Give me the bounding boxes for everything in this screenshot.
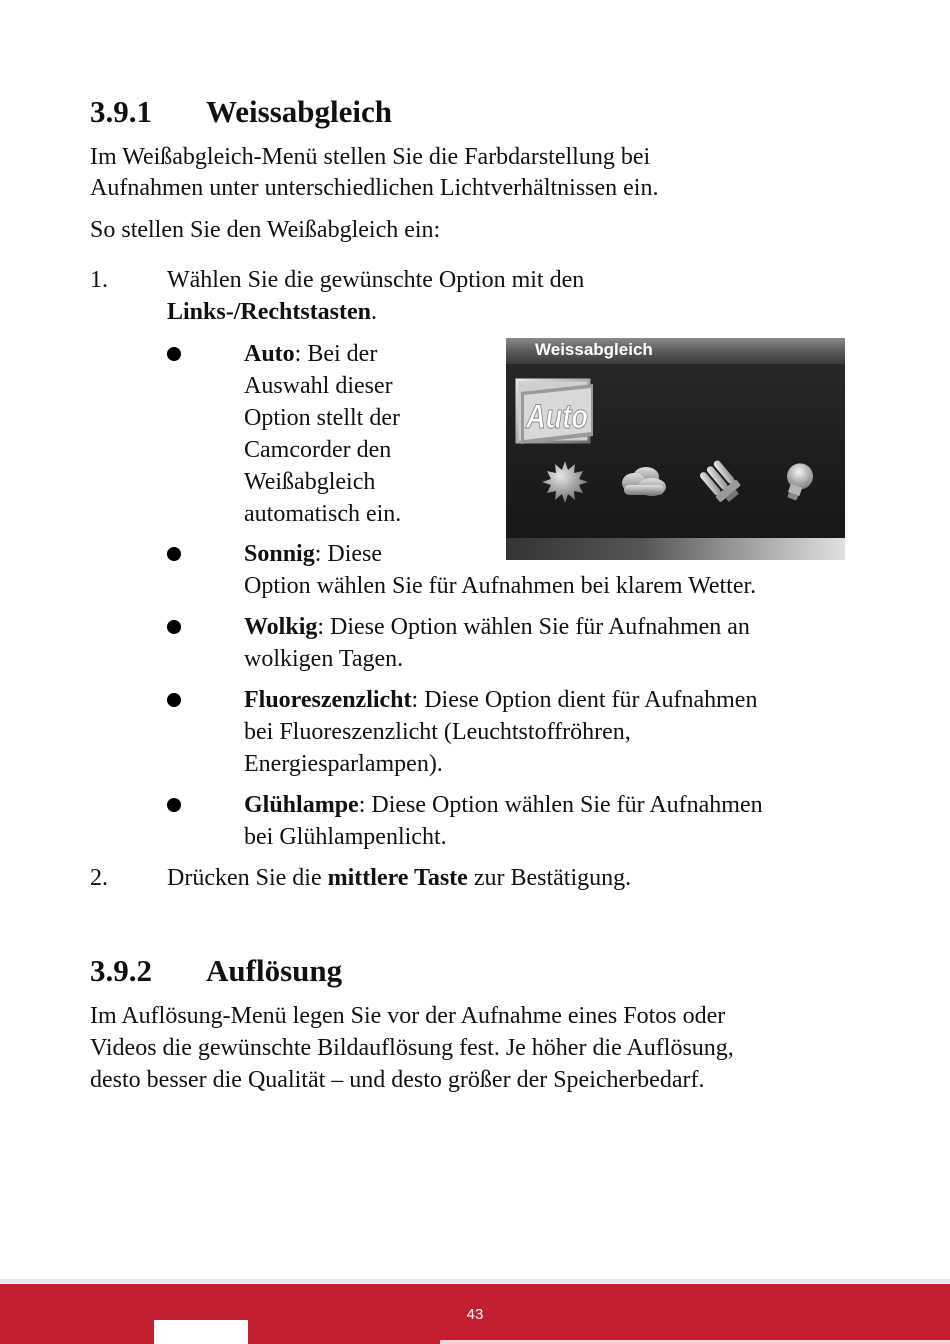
- bullet-line: bei Fluoreszenzlicht (Leuchtstoffröhren,: [244, 719, 631, 745]
- bullet-fluoreszenzlicht: [244, 684, 757, 780]
- bullet-line: bei Glühlampenlicht.: [244, 824, 447, 850]
- bullet-line: Energiesparlampen).: [244, 751, 443, 777]
- footer-bar: [0, 1284, 950, 1344]
- step-1-number: 1.: [90, 267, 108, 293]
- bullet-line: : Diese Option dient für Aufnahmen: [411, 687, 758, 713]
- screen-title-bar: [506, 338, 845, 364]
- bullet-dot: [167, 347, 181, 361]
- bullet-term: Wolkig: [244, 614, 318, 640]
- footer-divider: [0, 1279, 950, 1283]
- bullet-term: Fluoreszenzlicht: [244, 687, 412, 713]
- step-1-end: .: [371, 299, 378, 325]
- paragraph-line: Videos die gewünschte Bildauflösung fest. Je höher die Auflösung,: [90, 1035, 734, 1061]
- fluorescent-lamp-icon: [694, 459, 746, 505]
- bullet-line: Option stellt der: [244, 405, 400, 431]
- white-balance-screen: [506, 338, 845, 560]
- step-2-key: mittlere Taste: [327, 865, 468, 891]
- bullet-line: : Diese: [314, 541, 383, 567]
- section-number: 3.9.1: [90, 94, 152, 129]
- aufloesung-paragraph: [90, 1000, 870, 1096]
- bullet-line: Auswahl dieser: [244, 373, 393, 399]
- step-1-line: Wählen Sie die gewünschte Option mit den: [167, 267, 585, 293]
- bullet-dot: [167, 693, 181, 707]
- intro-line-1: Im Weißabgleich-Menü stellen Sie die Farbdarstellung bei: [90, 144, 651, 170]
- bullet-term: Auto: [244, 341, 295, 367]
- intro-paragraph: [90, 142, 870, 204]
- section-heading-weissabgleich: [90, 94, 392, 130]
- bullet-auto: [244, 338, 401, 530]
- bullet-line: : Bei der: [294, 341, 378, 367]
- bullet-wolkig: [244, 611, 750, 675]
- step-2-end: zur Bestätigung.: [467, 865, 632, 891]
- bullet-sonnig: [244, 538, 756, 602]
- sun-icon: [539, 459, 591, 505]
- auto-icon: [515, 378, 595, 446]
- step-2-text: [167, 862, 867, 894]
- bullet-line: Option wählen Sie für Aufnahmen bei klarem Wetter.: [244, 573, 757, 599]
- bullet-line: automatisch ein.: [244, 501, 402, 527]
- footer-stripe: [440, 1340, 950, 1344]
- section-title: Auflösung: [206, 953, 343, 988]
- bullet-dot: [167, 547, 181, 561]
- footer-tab: [154, 1320, 248, 1344]
- cloud-icon: [616, 459, 668, 505]
- light-bulb-icon: [772, 459, 824, 505]
- bullet-dot: [167, 798, 181, 812]
- bullet-line: Camcorder den: [244, 437, 392, 463]
- bullet-term: Glühlampe: [244, 792, 359, 818]
- intro-line-2: Aufnahmen unter unterschiedlichen Lichtverhältnissen ein.: [90, 175, 659, 201]
- step-2-number: 2.: [90, 865, 108, 891]
- auto-icon-text: Auto: [525, 398, 588, 436]
- bullet-dot: [167, 620, 181, 634]
- step-1-text: [167, 264, 867, 328]
- howto-text: So stellen Sie den Weißabgleich ein:: [90, 217, 441, 243]
- bullet-line: wolkigen Tagen.: [244, 646, 404, 672]
- bullet-line: : Diese Option wählen Sie für Aufnahmen: [358, 792, 763, 818]
- screen-title: Weissabgleich: [535, 340, 653, 359]
- paragraph-line: Im Auflösung-Menü legen Sie vor der Aufnahme eines Fotos oder: [90, 1003, 726, 1029]
- section-heading-aufloesung: [90, 953, 342, 989]
- step-2-line: Drücken Sie die: [167, 865, 328, 891]
- section-number: 3.9.2: [90, 953, 152, 988]
- section-title: Weissabgleich: [206, 94, 393, 129]
- page-number: 43: [466, 1306, 484, 1323]
- step-1-keys: Links-/Rechtstasten: [167, 299, 372, 325]
- paragraph-line: desto besser die Qualität – und desto größer der Speicherbedarf.: [90, 1067, 705, 1093]
- bullet-line: Weißabgleich: [244, 469, 376, 495]
- bullet-line: : Diese Option wählen Sie für Aufnahmen an: [317, 614, 750, 640]
- bullet-gluehlampe: [244, 789, 763, 853]
- bullet-term: Sonnig: [244, 541, 315, 567]
